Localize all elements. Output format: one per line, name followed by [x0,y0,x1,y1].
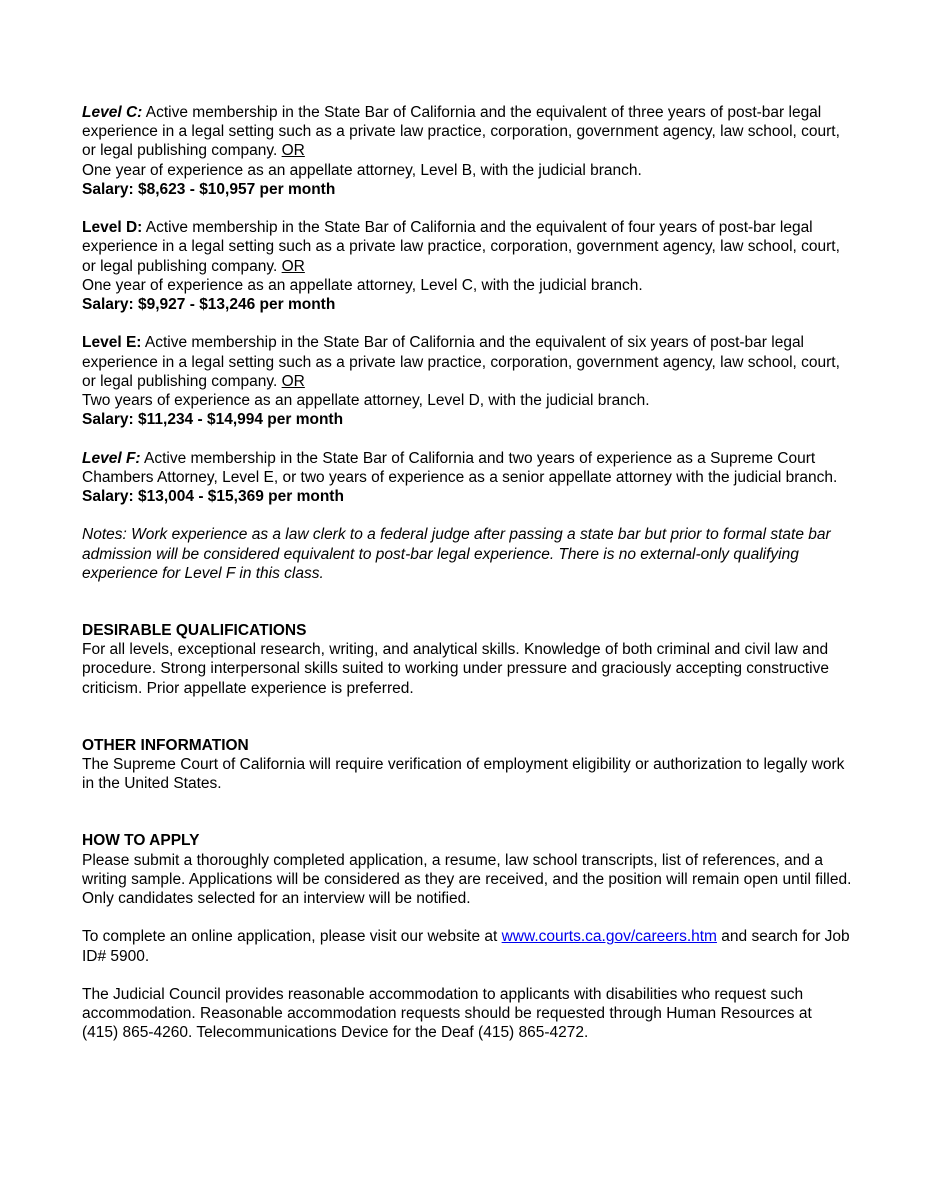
level-f-requirements [82,449,852,487]
level-f-salary: Salary: $13,004 - $15,369 per month [82,488,344,506]
online-application-paragraph [82,927,852,965]
accommodation-paragraph: The Judicial Council provides reasonable accommodation to applicants with disabilities who request such accommodation. Reasonable accommodation requests should be requested through Human Resources at (415) 865-4260. Telecommunications Device for the Deaf (415) 865-4272. [82,986,812,1042]
desirable-qualifications-section [82,621,852,698]
careers-website-link[interactable]: www.courts.ca.gov/careers.htm [501,928,717,946]
level-c-salary: Salary: $8,623 - $10,957 per month [82,180,336,198]
level-d-label: Level D: [82,219,143,237]
level-d-or: OR [281,257,305,275]
level-e-alternative: Two years of experience as an appellate attorney, Level D, with the judicial branch. [82,392,650,410]
notes-paragraph: Notes: Work experience as a law clerk to a federal judge after passing a state bar but prior to formal state bar admission will be considered equivalent to post-bar legal experience. There is no external-only qualifying experience for Level F in this class. [82,526,831,582]
document-page [82,103,852,1043]
level-f-label: Level F: [82,449,141,467]
desirable-qualifications-heading: DESIRABLE QUALIFICATIONS [82,622,307,640]
level-e-block [82,333,852,429]
level-c-or: OR [281,142,305,160]
level-f-block [82,449,852,507]
level-c-requirements [82,103,852,161]
desirable-qualifications-text: For all levels, exceptional research, writing, and analytical skills. Knowledge of both criminal and civil law and procedure. Strong interpersonal skills suited to working under pressure and graciously accepting constructive criticism. Prior appellate experience is preferred. [82,641,829,697]
level-d-salary: Salary: $9,927 - $13,246 per month [82,296,336,314]
other-information-heading: OTHER INFORMATION [82,736,249,754]
level-d-text: Active membership in the State Bar of California and the equivalent of four years of post-bar legal experience in a legal setting such as a private law practice, corporation, government agency, law school, court, or legal publishing company. [82,219,840,275]
level-c-alternative: One year of experience as an appellate attorney, Level B, with the judicial branch. [82,161,642,179]
level-e-requirements [82,333,852,391]
how-to-apply-section [82,831,852,1042]
level-e-or: OR [281,372,305,390]
level-c-block [82,103,852,199]
level-c-label: Level C: [82,104,143,121]
level-e-text: Active membership in the State Bar of California and the equivalent of six years of post-bar legal experience in a legal setting such as a private law practice, corporation, government agency, law school, court, or legal publishing company. [82,334,840,390]
level-e-label: Level E: [82,334,142,352]
online-application-lead: To complete an online application, please visit our website at [82,928,502,946]
level-d-requirements [82,218,852,276]
level-d-alternative: One year of experience as an appellate attorney, Level C, with the judicial branch. [82,276,643,294]
other-information-section [82,736,852,794]
level-e-salary: Salary: $11,234 - $14,994 per month [82,411,344,429]
level-c-text: Active membership in the State Bar of California and the equivalent of three years of post-bar legal experience in a legal setting such as a private law practice, corporation, government agency, law school, court, or legal publishing company. [82,104,840,160]
other-information-text: The Supreme Court of California will require verification of employment eligibility or authorization to legally work in the United States. [82,756,845,793]
how-to-apply-heading: HOW TO APPLY [82,832,200,850]
level-d-block [82,218,852,314]
online-application-tail: and search for Job ID# 5900. [82,928,850,965]
level-f-text: Active membership in the State Bar of California and two years of experience as a Supreme Court Chambers Attorney, Level E, or two years of experience as a senior appellate attorney with the judicial branch. [82,449,838,486]
how-to-apply-text: Please submit a thoroughly completed application, a resume, law school transcripts, list of references, and a writing sample. Applications will be considered as they are received, and the position will remain open until filled. Only candidates selected for an interview will be notified. [82,851,852,908]
